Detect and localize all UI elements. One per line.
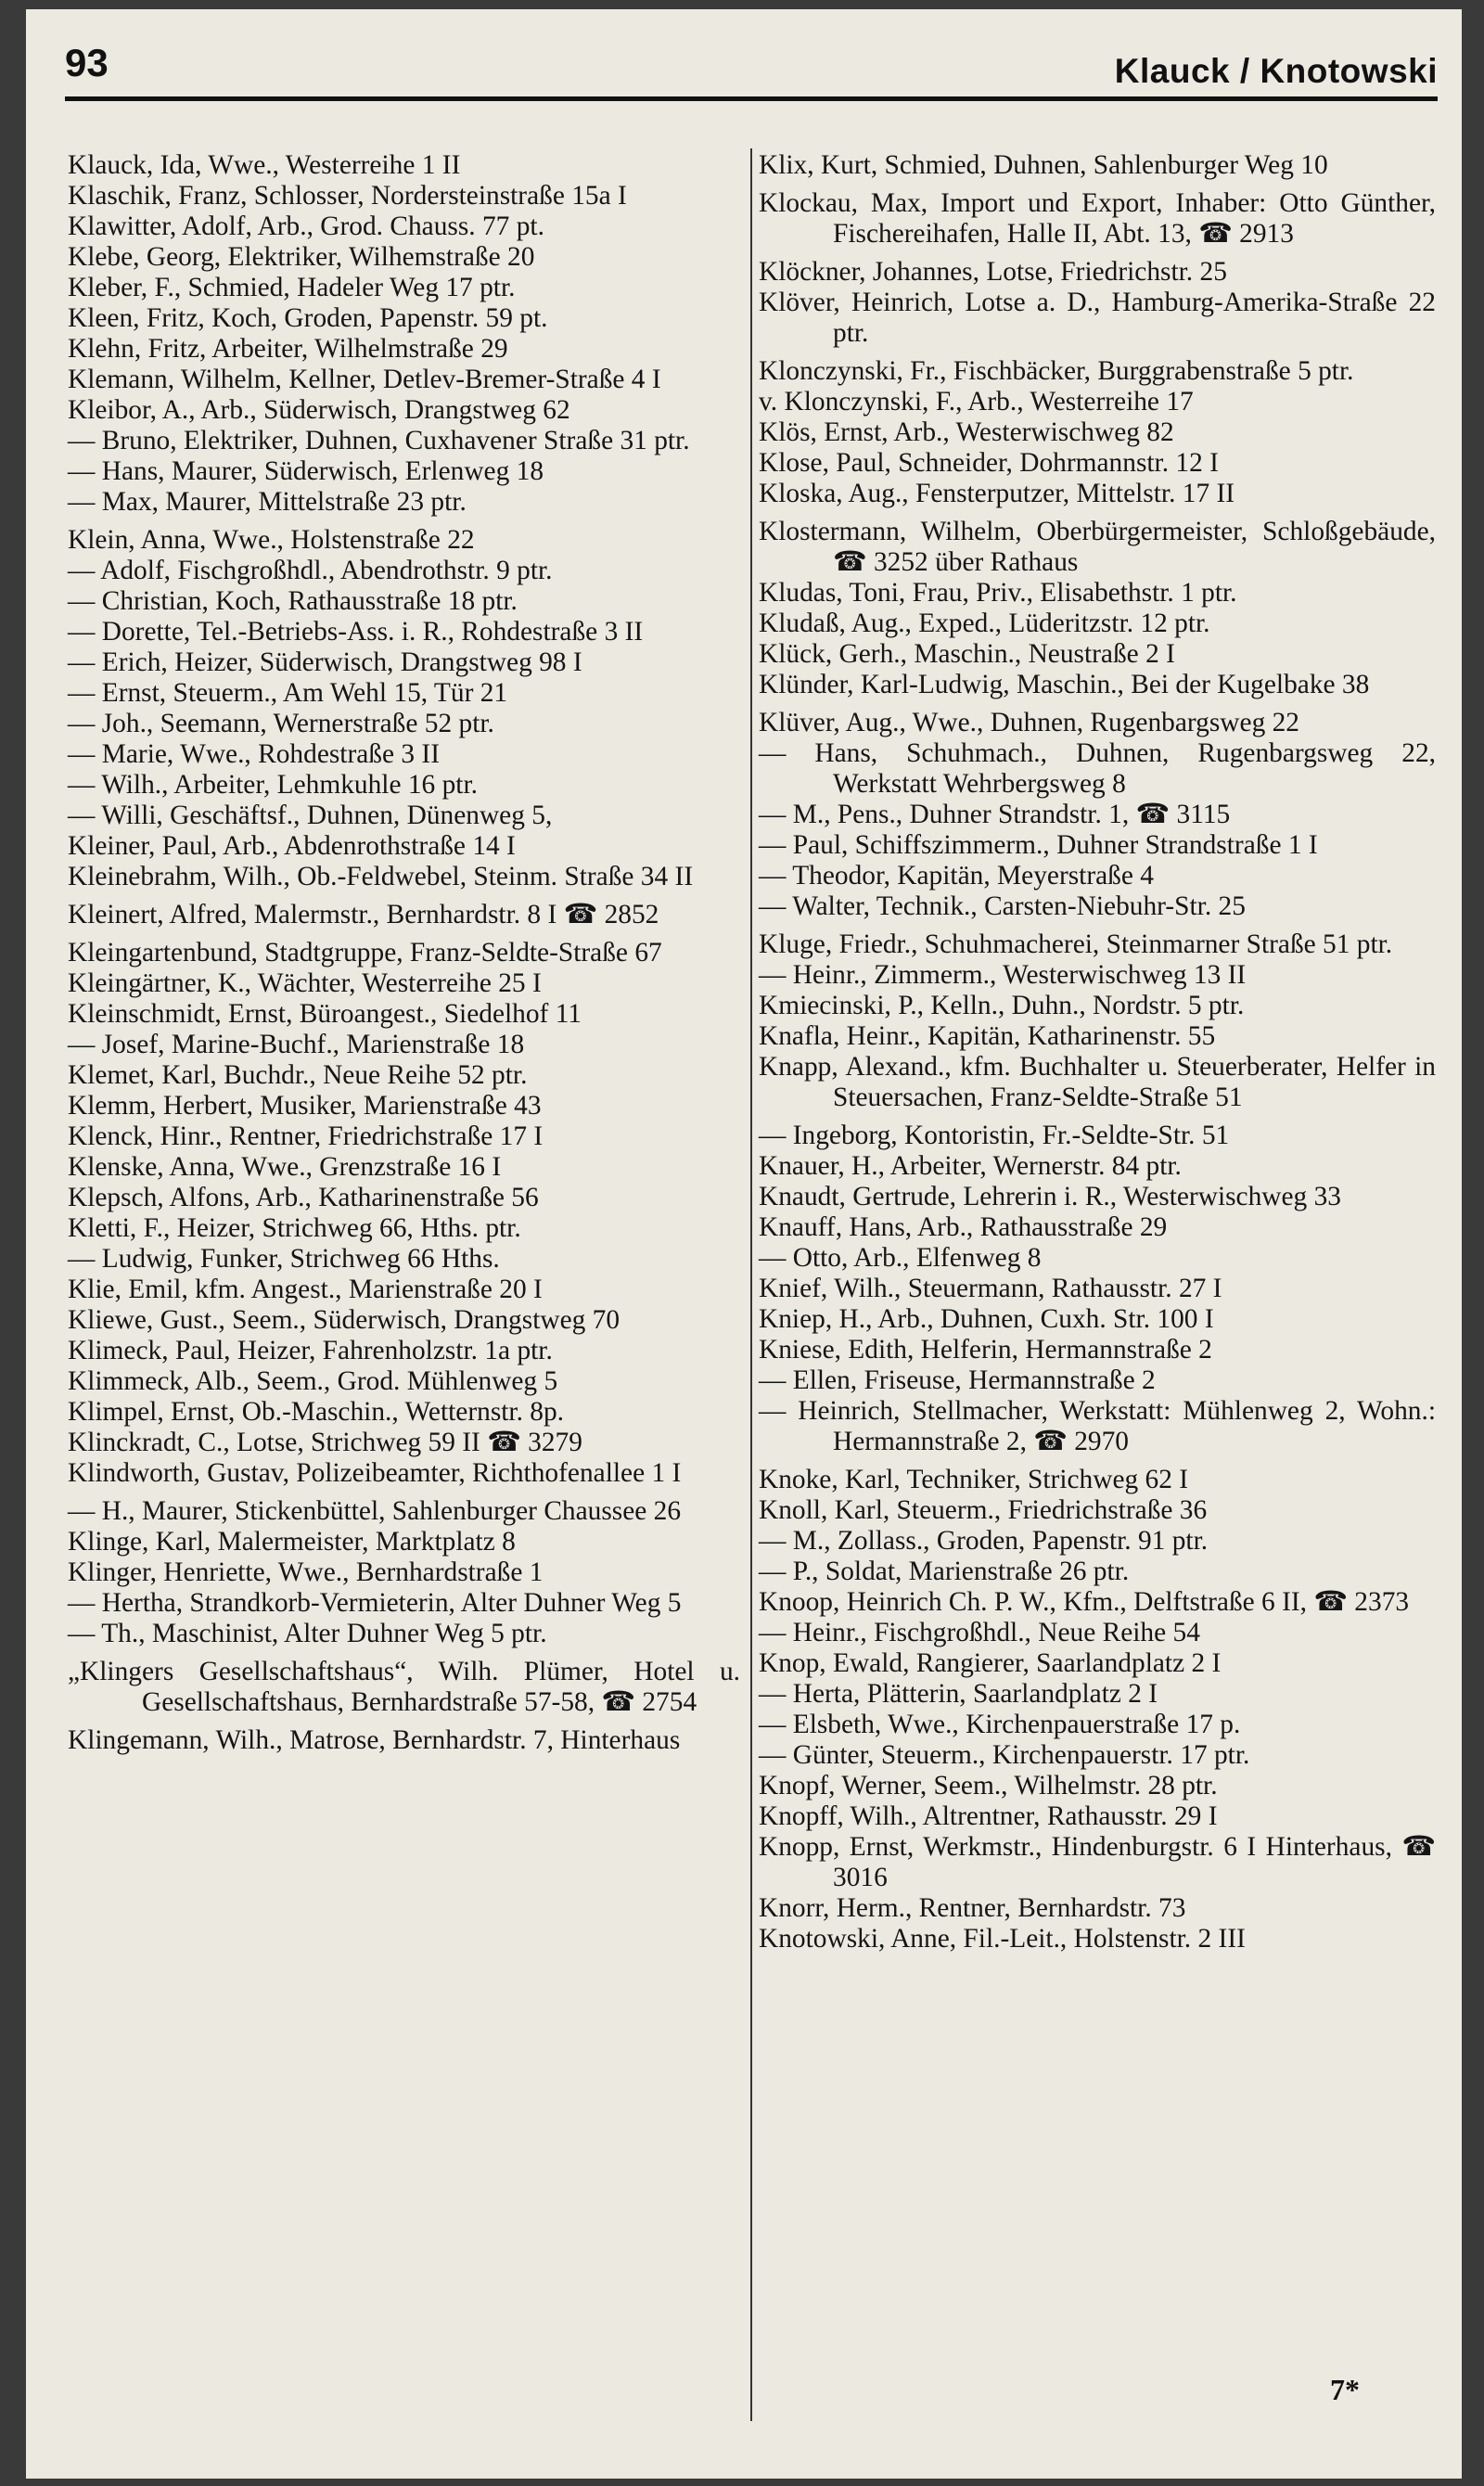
page-header [65,37,1438,101]
directory-entry: — Hans, Schuhmach., Duhnen, Rugenbargsweg 22, Werkstatt Wehrbergsweg 8 [759,738,1436,799]
directory-entry: — Max, Maurer, Mittelstraße 23 ptr. [68,487,467,517]
directory-entry: Klück, Gerh., Maschin., Neustraße 2 I [759,639,1175,669]
directory-entry: Klinckradt, C., Lotse, Strichweg 59 II ☎ 3279 [68,1428,582,1457]
directory-entry: — P., Soldat, Marienstraße 26 ptr. [759,1557,1130,1586]
directory-entry: — Dorette, Tel.-Betriebs-Ass. i. R., Rohdestraße 3 II [68,617,644,647]
directory-entry: — Ernst, Steuerm., Am Wehl 15, Tür 21 [68,678,508,708]
directory-entry: Kleingärtner, K., Wächter, Westerreihe 25 I [68,968,542,998]
directory-entry: — Heinr., Zimmerm., Westerwischweg 13 II [759,960,1247,990]
directory-entry: Knoll, Karl, Steuerm., Friedrichstraße 36 [759,1495,1208,1525]
directory-entry: — Günter, Steuerm., Kirchenpauerstr. 17 ptr. [759,1740,1250,1770]
directory-entry: — Th., Maschinist, Alter Duhner Weg 5 ptr. [68,1619,547,1648]
directory-entry: Kludas, Toni, Frau, Priv., Elisabethstr. 1 ptr. [759,578,1237,608]
directory-entry: — Theodor, Kapitän, Meyerstraße 4 [759,861,1154,891]
directory-entry: — Walter, Technik., Carsten-Niebuhr-Str. 25 [759,891,1246,921]
directory-entry: Knaudt, Gertrude, Lehrerin i. R., Westerwischweg 33 [759,1182,1341,1211]
directory-entry: Knorr, Herm., Rentner, Bernhardstr. 73 [759,1893,1186,1923]
directory-entry: Kliewe, Gust., Seem., Süderwisch, Drangstweg 70 [68,1305,620,1335]
directory-entry: Klenck, Hinr., Rentner, Friedrichstraße 17 I [68,1121,544,1151]
directory-entry: Klünder, Karl-Ludwig, Maschin., Bei der Kugelbake 38 [759,670,1370,699]
directory-entry: — Ellen, Friseuse, Hermannstraße 2 [759,1365,1156,1395]
directory-entry: Kleinschmidt, Ernst, Büroangest., Siedelhof 11 [68,999,582,1029]
directory-entry: Knauff, Hans, Arb., Rathausstraße 29 [759,1212,1168,1242]
directory-entry: Klix, Kurt, Schmied, Duhnen, Sahlenburger Weg 10 [759,150,1328,180]
directory-entry: Klemm, Herbert, Musiker, Marienstraße 43 [68,1091,542,1121]
directory-entry: Klawitter, Adolf, Arb., Grod. Chauss. 77 pt. [68,211,544,241]
directory-entry: Klose, Paul, Schneider, Dohrmannstr. 12 I [759,448,1219,478]
directory-entry: Kleiner, Paul, Arb., Abdenrothstraße 14 I [68,831,516,861]
directory-entry: Klindworth, Gustav, Polizeibeamter, Richthofenallee 1 I [68,1458,682,1488]
directory-entry: — Ludwig, Funker, Strichweg 66 Hths. [68,1244,500,1274]
directory-entry: — Joh., Seemann, Wernerstraße 52 ptr. [68,709,494,738]
directory-entry: Klöver, Heinrich, Lotse a. D., Hamburg-Amerika-Straße 22 ptr. [759,288,1436,348]
directory-entry: v. Klonczynski, F., Arb., Westerreihe 17 [759,387,1194,416]
directory-entry: Klemann, Wilhelm, Kellner, Detlev-Bremer-Straße 4 I [68,365,661,394]
directory-entry: Knauer, H., Arbeiter, Wernerstr. 84 ptr. [759,1151,1182,1181]
directory-entry: Klostermann, Wilhelm, Oberbürgermeister, Schloßgebäude, ☎ 3252 über Rathaus [759,517,1436,577]
directory-entry: Klebe, Georg, Elektriker, Wilhemstraße 20 [68,242,535,272]
directory-entry: — M., Pens., Duhner Strandstr. 1, ☎ 3115 [759,800,1231,829]
directory-entry: Knopf, Werner, Seem., Wilhelmstr. 28 ptr. [759,1771,1218,1800]
directory-entry: Klinger, Henriette, Wwe., Bernhardstraße 1 [68,1557,544,1587]
directory-entry: Klonczynski, Fr., Fischbäcker, Burggrabenstraße 5 ptr. [759,356,1354,386]
directory-entry: Klie, Emil, kfm. Angest., Marienstraße 20 I [68,1275,543,1304]
directory-entry: — Heinr., Fischgroßhdl., Neue Reihe 54 [759,1618,1200,1647]
directory-entry: Kleber, F., Schmied, Hadeler Weg 17 ptr. [68,273,516,302]
directory-entry: Kluge, Friedr., Schuhmacherei, Steinmarner Straße 51 ptr. [759,929,1393,959]
directory-entry: Klinge, Karl, Malermeister, Marktplatz 8 [68,1527,516,1557]
directory-entry: Knotowski, Anne, Fil.-Leit., Holstenstr. 2 III [759,1924,1246,1954]
directory-entry: Kleibor, A., Arb., Süderwisch, Drangstweg 62 [68,395,570,425]
directory-entry: — M., Zollass., Groden, Papenstr. 91 ptr. [759,1526,1209,1556]
directory-entry: Knopff, Wilh., Altrentner, Rathausstr. 29 I [759,1801,1218,1831]
directory-entry: Klauck, Ida, Wwe., Westerreihe 1 II [68,150,461,180]
directory-entry: Kleinebrahm, Wilh., Ob.-Feldwebel, Steinm. Straße 34 II [68,862,694,891]
directory-entry: — Wilh., Arbeiter, Lehmkuhle 16 ptr. [68,770,478,800]
directory-entry: — Christian, Koch, Rathausstraße 18 ptr. [68,586,518,616]
directory-entry: Klepsch, Alfons, Arb., Katharinenstraße 56 [68,1183,539,1212]
directory-entry: Kletti, F., Heizer, Strichweg 66, Hths. ptr. [68,1213,521,1243]
directory-entry: Knopp, Ernst, Werkmstr., Hindenburgstr. 6 I Hinterhaus, ☎ 3016 [759,1832,1436,1892]
directory-entry: — Willi, Geschäftsf., Duhnen, Dünenweg 5, [68,801,553,830]
directory-entry: Klöckner, Johannes, Lotse, Friedrichstr. 25 [759,257,1227,287]
directory-entry: — Adolf, Fischgroßhdl., Abendrothstr. 9 ptr. [68,556,553,585]
directory-entry: „Klingers Gesellschaftshaus“, Wilh. Plümer, Hotel u. Gesellschaftshaus, Bernhardstraße 57-58, ☎ 2754 [68,1657,740,1717]
directory-entry: Klimeck, Paul, Heizer, Fahrenholzstr. 1a ptr. [68,1336,553,1365]
directory-entry: — H., Maurer, Stickenbüttel, Sahlenburger Chaussee 26 [68,1496,682,1526]
directory-entry: Klüver, Aug., Wwe., Duhnen, Rugenbargsweg 22 [759,708,1300,737]
right-column [759,150,1436,1954]
left-column [68,150,740,1756]
running-head: Klauck / Knotowski [1114,52,1438,90]
directory-entry: — Elsbeth, Wwe., Kirchenpauerstraße 17 p. [759,1710,1241,1739]
directory-entry: Klaschik, Franz, Schlosser, Nordersteinstraße 15a I [68,181,627,211]
directory-entry: Klimpel, Ernst, Ob.-Maschin., Wetternstr. 8p. [68,1397,565,1427]
directory-entry: — Ingeborg, Kontoristin, Fr.-Seldte-Str. 51 [759,1121,1230,1150]
directory-entry: — Otto, Arb., Elfenweg 8 [759,1243,1042,1273]
directory-entry: Klimmeck, Alb., Seem., Grod. Mühlenweg 5 [68,1366,558,1396]
directory-entry: Kludaß, Aug., Exped., Lüderitzstr. 12 ptr. [759,609,1210,638]
directory-entry: Klehn, Fritz, Arbeiter, Wilhelmstraße 29 [68,334,508,364]
directory-entry: Klingemann, Wilh., Matrose, Bernhardstr. 7, Hinterhaus [68,1725,681,1755]
directory-entry: Kniese, Edith, Helferin, Hermannstraße 2 [759,1335,1212,1365]
directory-entry: Knoke, Karl, Techniker, Strichweg 62 I [759,1465,1189,1494]
directory-entry: — Erich, Heizer, Süderwisch, Drangstweg 98 I [68,647,582,677]
directory-entry: Kniep, H., Arb., Duhnen, Cuxh. Str. 100 I [759,1304,1214,1334]
signature-mark: 7* [1330,2373,1360,2406]
directory-entry: Klös, Ernst, Arb., Westerwischweg 82 [759,417,1174,447]
directory-entry: — Hertha, Strandkorb-Vermieterin, Alter Duhner Weg 5 [68,1588,682,1618]
directory-entry: Kloska, Aug., Fensterputzer, Mittelstr. 17 II [759,479,1235,508]
page-number: 93 [65,41,109,84]
directory-entry: Knoop, Heinrich Ch. P. W., Kfm., Delftstraße 6 II, ☎ 2373 [759,1587,1410,1617]
directory-entry: Knief, Wilh., Steuermann, Rathausstr. 27 I [759,1274,1222,1303]
directory-entry: Klemet, Karl, Buchdr., Neue Reihe 52 ptr. [68,1060,528,1090]
directory-entry: Knapp, Alexand., kfm. Buchhalter u. Steuerberater, Helfer in Steuersachen, Franz-Seldte-Straße 51 [759,1052,1436,1112]
directory-entry: Kmiecinski, P., Kelln., Duhn., Nordstr. 5 ptr. [759,991,1245,1020]
directory-entry: Klein, Anna, Wwe., Holstenstraße 22 [68,525,475,555]
directory-entry: Knop, Ewald, Rangierer, Saarlandplatz 2 I [759,1648,1222,1678]
directory-entry: Klockau, Max, Import und Export, Inhaber: Otto Günther, Fischereihafen, Halle II, Abt. 13, ☎ 2913 [759,188,1436,249]
directory-entry: — Marie, Wwe., Rohdestraße 3 II [68,739,441,769]
directory-entry: — Heinrich, Stellmacher, Werkstatt: Mühlenweg 2, Wohn.: Hermannstraße 2, ☎ 2970 [759,1396,1436,1456]
column-divider [750,148,752,2421]
directory-entry: Kleinert, Alfred, Malermstr., Bernhardstr. 8 I ☎ 2852 [68,900,659,929]
directory-entry: Klenske, Anna, Wwe., Grenzstraße 16 I [68,1152,502,1182]
directory-entry: — Paul, Schiffszimmerm., Duhner Strandstraße 1 I [759,830,1318,860]
directory-entry: Kleingartenbund, Stadtgruppe, Franz-Seldte-Straße 67 [68,938,662,967]
directory-entry: — Josef, Marine-Buchf., Marienstraße 18 [68,1030,525,1059]
directory-entry: — Hans, Maurer, Süderwisch, Erlenweg 18 [68,456,544,486]
directory-entry: — Bruno, Elektriker, Duhnen, Cuxhavener Straße 31 ptr. [68,426,690,455]
directory-entry: Kleen, Fritz, Koch, Groden, Papenstr. 59 pt. [68,303,548,333]
directory-entry: Knafla, Heinr., Kapitän, Katharinenstr. 55 [759,1021,1216,1051]
directory-page [26,9,1462,2479]
directory-entry: — Herta, Plätterin, Saarlandplatz 2 I [759,1679,1158,1709]
